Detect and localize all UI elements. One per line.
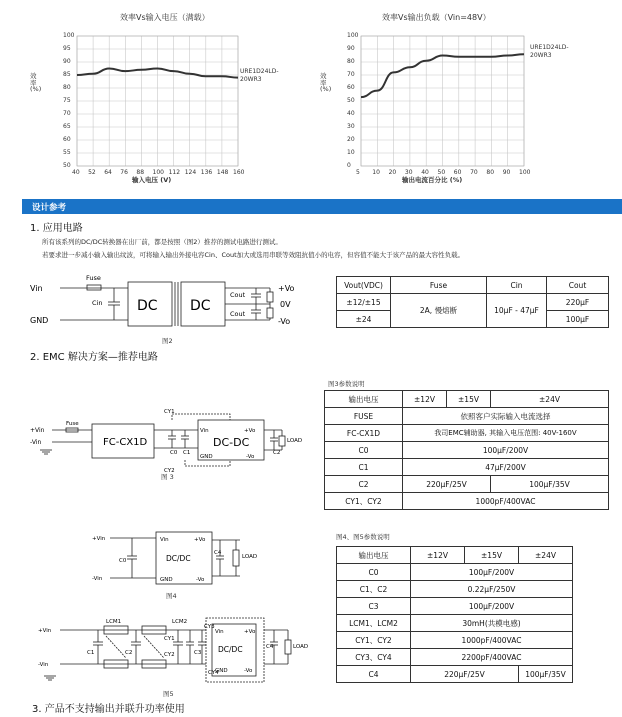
chart2-xtick-label: 30 (404, 169, 413, 176)
s1-text-line1: 所有该系列的DC/DC转换器在出厂前，都是按照（图2）推荐的测试电路进行测试。 (42, 238, 282, 246)
fig5-vo-minus: -Vo (244, 668, 253, 674)
fig2-cout1-label: Cout (230, 291, 246, 299)
chart2-ytick-label: 30 (347, 123, 355, 130)
table-cell: 2A, 慢熔断 (391, 294, 487, 328)
table-cell: 220μF/25V (403, 476, 491, 493)
chart2-ytick-label: 50 (347, 97, 355, 104)
table-row (325, 425, 609, 442)
chart2-xlabel: 输出电流百分比 (%) (402, 176, 463, 184)
chart1-ytick-label: 60 (63, 136, 71, 143)
header-cell: 输出电压 (325, 391, 403, 408)
chart1-xlabel: 输入电压 (V) (132, 176, 172, 184)
table-cell: CY1、CY2 (337, 632, 411, 649)
chart1-ytick-label: 70 (63, 110, 71, 117)
header-cell: ±12V (411, 547, 465, 564)
chart1-xtick-label: 88 (136, 169, 145, 176)
fig5-load-label: LOAD (293, 644, 309, 650)
table-cell: 47μF/200V (403, 459, 609, 476)
t45-spec-table (336, 546, 573, 683)
fig3-gnd-pin: GND (200, 454, 213, 460)
table-cell: C3 (337, 598, 411, 615)
fig3-cy1-label: CY1 (164, 409, 175, 415)
fig5-lcm2-label: LCM2 (172, 619, 188, 625)
chart1-xtick-label: 100 (152, 169, 164, 176)
fig2-dc-right: DC (190, 298, 211, 314)
table-cell: 100μF (547, 311, 609, 328)
fig3-c1-label: C1 (183, 450, 191, 456)
table-cell: CY1、CY2 (325, 493, 403, 510)
fig3-c2-label: C2 (273, 450, 281, 456)
fig4-c4-label: C4 (214, 550, 222, 556)
header-cell: Cout (547, 277, 609, 294)
fig2-fuse-label: Fuse (86, 274, 101, 282)
chart2-ytick-label: 60 (347, 84, 355, 91)
fig4-gnd-pin: GND (160, 577, 173, 583)
table-cell: FC-CX1D (325, 425, 403, 442)
chart1-xtick-label: 76 (120, 169, 128, 176)
table-header-row (337, 547, 573, 564)
header-cell: ±12V (403, 391, 447, 408)
s1-heading: 1. 应用电路 (30, 223, 83, 234)
fig4-vin-pin: Vin (160, 537, 169, 543)
table-row (337, 666, 573, 683)
fig2-zero-v: 0V (280, 300, 291, 309)
chart1-ytick-label: 80 (63, 84, 71, 91)
header-cell: ±15V (447, 391, 491, 408)
fig2-vo-minus: -Vo (278, 317, 291, 326)
fig2-circuit (30, 268, 320, 340)
table-cell: 220μF (547, 294, 609, 311)
fig2-caption: 图2 (162, 337, 173, 345)
chart1-xtick-label: 40 (72, 169, 80, 176)
fig4-caption: 图4 (166, 592, 177, 600)
fig3-vin-plus: +Vin (30, 427, 45, 434)
fig2-cin-label: Cin (92, 299, 103, 307)
fig5-cy3-label: CY3 (204, 624, 215, 630)
table-cell: LCM1、LCM2 (337, 615, 411, 632)
header-cell: Vout(VDC) (337, 277, 391, 294)
chart2-xtick-label: 60 (453, 169, 462, 176)
fig4-vo-minus: -Vo (196, 577, 205, 583)
chart2-xtick-label: 50 (437, 169, 446, 176)
t45-caption: 图4、图5参数说明 (336, 533, 390, 541)
table-cell: 30mH(共模电感) (411, 615, 573, 632)
chart1-xtick-label: 52 (88, 169, 96, 176)
table-cell: C1、C2 (337, 581, 411, 598)
chart2-xtick-label: 10 (372, 169, 380, 176)
chart1-ytick-label: 50 (63, 162, 71, 169)
fig5-vo-plus: +Vo (244, 629, 256, 635)
chart2-xtick-label: 70 (470, 169, 478, 176)
fig4-vin-plus: +Vin (92, 536, 106, 542)
table-row (337, 598, 573, 615)
t3-caption: 图3参数说明 (328, 380, 365, 388)
header-cell: ±24V (519, 547, 573, 564)
table-cell: C2 (325, 476, 403, 493)
chart2-xtick-label: 20 (388, 169, 397, 176)
table-cell: 100μF/35V (519, 666, 573, 683)
table-cell: 0.22μF/250V (411, 581, 573, 598)
section-header-bar: 设计参考 (22, 199, 622, 214)
fig3-cy2-label: CY2 (164, 468, 175, 474)
fig5-c1-label: C1 (87, 650, 95, 656)
fig5-caption: 图5 (163, 690, 174, 698)
chart1-xtick-label: 64 (104, 169, 112, 176)
chart2-xtick-label: 90 (502, 169, 511, 176)
table-row (325, 408, 609, 425)
s2-heading: 2. EMC 解决方案—推荐电路 (30, 352, 158, 363)
chart2-ytick-label: 70 (347, 71, 355, 78)
table-cell: 220μF/25V (411, 666, 519, 683)
chart1-xtick-label: 148 (216, 169, 229, 176)
fig4-circuit (90, 528, 270, 588)
fig5-vin-minus: -Vin (38, 662, 49, 668)
chart2-legend: URE1D24LD-20WR3 (530, 44, 569, 59)
fig3-vin-pin: Vin (200, 428, 209, 434)
table-cell: C0 (325, 442, 403, 459)
table-row (325, 476, 609, 493)
s1-text-line2: 若要求进一步减小输入输出纹波，可将输入输出外接电容Cin、Cout加大或选用串联等效阻抗值小的电容，但容值不能大于该产品的最大容性负载。 (42, 251, 465, 259)
chart2-ytick-label: 90 (347, 45, 355, 52)
fig5-module-name: DC/DC (218, 645, 243, 654)
chart2-ytick-label: 80 (347, 58, 355, 65)
header-cell: Cin (487, 277, 547, 294)
s3-heading: 3. 产品不支持输出并联升功率使用 (32, 704, 185, 715)
fig5-gnd-pin: GND (215, 668, 228, 674)
chart2-ytick-label: 40 (347, 110, 355, 117)
chart2-xtick-label: 5 (356, 169, 360, 176)
table-row (337, 564, 573, 581)
table-row (337, 632, 573, 649)
table-cell: C0 (337, 564, 411, 581)
fig2-vo-plus: +Vo (278, 284, 295, 293)
table-row (325, 442, 609, 459)
chart1-xtick-label: 124 (184, 169, 197, 176)
table-cell: 100μF/35V (491, 476, 609, 493)
chart1-xtick-label: 136 (200, 169, 213, 176)
fig2-vin-label: Vin (30, 284, 43, 293)
header-cell: ±24V (491, 391, 609, 408)
chart2-title: 效率Vs输出负载（Vin=48V） (382, 13, 491, 22)
fig2-dc-left: DC (137, 298, 158, 314)
table-cell: 1000pF/400VAC (411, 632, 573, 649)
chart1-title: 效率Vs输入电压（满载） (120, 13, 210, 22)
fig3-load-label: LOAD (287, 438, 303, 444)
table-cell: 依照客户实际输入电流选择 (403, 408, 609, 425)
chart2-xtick-label: 40 (421, 169, 429, 176)
fig2-fuse-symbol (87, 285, 101, 290)
table-row (325, 493, 609, 510)
fig5-vin-plus: +Vin (38, 628, 52, 634)
table-cell: 100μF/200V (403, 442, 609, 459)
fig3-module-name: DC-DC (213, 436, 250, 449)
fig5-c2-label: C2 (125, 650, 133, 656)
fig5-c4-label: C4 (266, 644, 274, 650)
table-cell: 100μF/200V (411, 564, 573, 581)
fig2-cout2-label: Cout (230, 310, 246, 318)
table-row (337, 294, 609, 311)
chart1-ytick-label: 95 (63, 45, 71, 52)
table-cell: ±12/±15 (337, 294, 391, 311)
fig4-vin-minus: -Vin (92, 576, 103, 582)
table-cell: 1000pF/400VAC (403, 493, 609, 510)
table-row (337, 615, 573, 632)
fig5-c3-label: C3 (194, 650, 202, 656)
chart1-ytick-label: 65 (63, 123, 71, 130)
fig5-cy1-label: CY1 (164, 636, 175, 642)
fig4-module-name: DC/DC (166, 554, 191, 563)
fig2-gnd-label: GND (30, 316, 49, 325)
table-row (337, 581, 573, 598)
table-cell: 10μF - 47μF (487, 294, 547, 328)
table-row (325, 459, 609, 476)
fig5-cy4-label: CY4 (208, 670, 219, 676)
fig5-cy2-label: CY2 (164, 652, 175, 658)
table-cell: C4 (337, 666, 411, 683)
table-cell: 我司EMC辅助器, 其输入电压范围: 40V-160V (403, 425, 609, 442)
chart1-ylabel: 效率(%) (30, 72, 42, 93)
chart2-ytick-label: 100 (347, 32, 359, 39)
table-cell: C1 (325, 459, 403, 476)
header-cell: ±15V (465, 547, 519, 564)
header-cell: Fuse (391, 277, 487, 294)
chart2-ylabel: 效率(%) (320, 72, 332, 93)
chart2-xtick-label: 80 (486, 169, 495, 176)
chart1-ytick-label: 85 (63, 71, 71, 78)
fig3-filter-name: FC-CX1D (103, 437, 148, 448)
chart1-xtick-label: 160 (233, 169, 245, 176)
table-cell: CY3、CY4 (337, 649, 411, 666)
chart1-ytick-label: 90 (63, 58, 71, 65)
fig3-circuit (30, 408, 303, 476)
s1-spec-table (336, 276, 609, 328)
table-cell: 2200pF/400VAC (411, 649, 573, 666)
chart1-ytick-label: 100 (63, 32, 75, 39)
fig3-vo-minus: -Vo (246, 454, 255, 460)
chart2-ytick-label: 10 (347, 149, 355, 156)
fig4-load-label: LOAD (242, 554, 258, 560)
table-cell: ±24 (337, 311, 391, 328)
chart1-ytick-label: 75 (63, 97, 71, 104)
table-cell: 100μF/200V (411, 598, 573, 615)
chart1-legend: URE1D24LD-20WR3 (240, 68, 279, 83)
fig3-vin-minus: -Vin (30, 439, 42, 446)
header-cell: 输出电压 (337, 547, 411, 564)
chart2-xtick-label: 100 (519, 169, 531, 176)
fig5-circuit (38, 614, 308, 690)
chart2-ytick-label: 20 (347, 136, 355, 143)
fig5-vin-pin: Vin (215, 629, 224, 635)
t3-spec-table (324, 390, 609, 510)
table-header-row (337, 277, 609, 294)
fig4-vo-plus: +Vo (194, 537, 206, 543)
table-cell: FUSE (325, 408, 403, 425)
chart2-ytick-label: 0 (347, 162, 351, 169)
fig5-lcm1-label: LCM1 (106, 619, 122, 625)
table-header-row (325, 391, 609, 408)
fig3-c0-label: C0 (170, 450, 178, 456)
fig3-fuse-label: Fuse (66, 421, 79, 427)
chart1-ytick-label: 55 (63, 149, 71, 156)
fig3-caption: 图 3 (161, 473, 174, 481)
chart1-xtick-label: 112 (168, 169, 181, 176)
fig4-c0-label: C0 (119, 558, 127, 564)
fig3-vo-plus: +Vo (244, 428, 256, 434)
table-row (337, 649, 573, 666)
